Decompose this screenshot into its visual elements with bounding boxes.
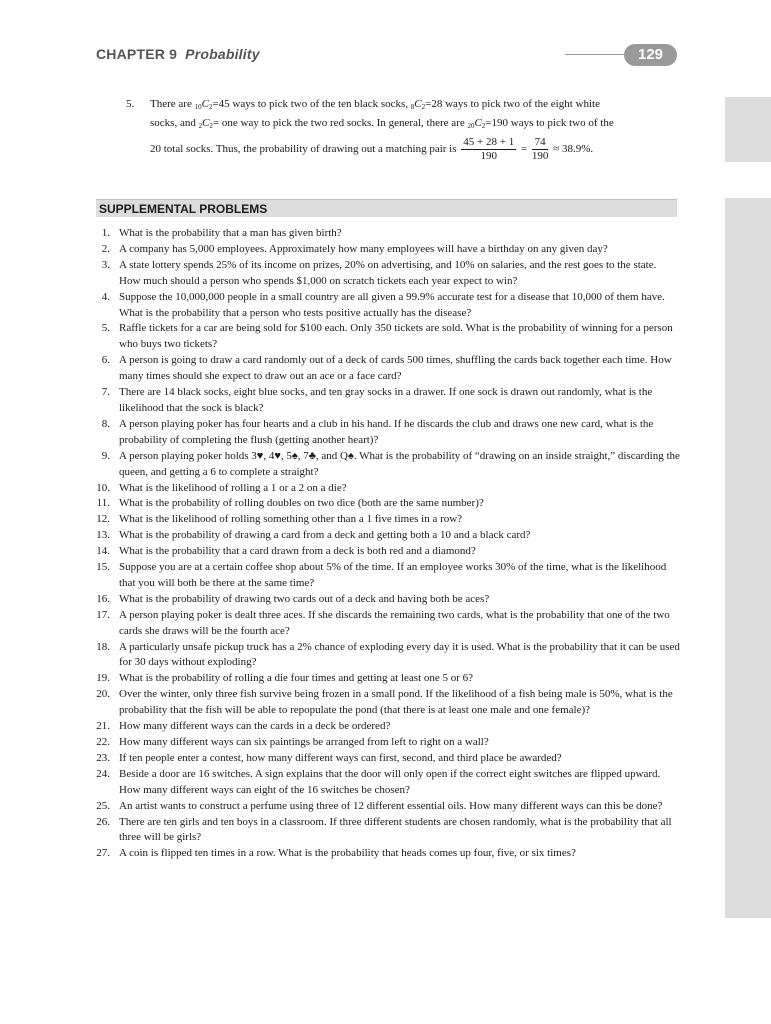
combination-choose: 2 bbox=[421, 103, 426, 111]
problem-text: If ten people enter a contest, how many different ways can first, second, and third place be awarded? bbox=[119, 751, 562, 764]
problem-text: There are ten girls and ten boys in a classroom. If three different students are chosen randomly, what is the probability that all three will be girls? bbox=[119, 815, 672, 844]
problem-number: 7. bbox=[101, 386, 110, 399]
side-tab-upper bbox=[725, 97, 771, 162]
problem-item bbox=[88, 512, 680, 528]
problem-number: 4. bbox=[101, 290, 110, 303]
problem-number: 20. bbox=[96, 688, 110, 701]
problem-text: What is the likelihood of rolling something other than a 1 five times in a row? bbox=[119, 513, 463, 526]
problem-item bbox=[88, 226, 680, 242]
combination-index: 10 bbox=[194, 103, 202, 111]
approx-value: ≈ 38.9% bbox=[553, 143, 591, 156]
combination-index: 8 bbox=[410, 103, 415, 111]
fraction-result bbox=[532, 136, 549, 163]
problem-number: 11. bbox=[96, 497, 110, 510]
combination-index: 20 bbox=[467, 122, 475, 130]
page-number-badge: 129 bbox=[624, 44, 677, 66]
problem-text: A coin is flipped ten times in a row. What is the probability that heads comes up four, five, or six times? bbox=[119, 847, 576, 860]
answer-body bbox=[150, 96, 680, 163]
problem-text: A company has 5,000 employees. Approximately how many employees will have a birthday on any given day? bbox=[119, 242, 608, 255]
problem-number: 16. bbox=[96, 592, 110, 605]
problem-text: Over the winter, only three fish survive being frozen in a small pond. If the likelihood of a fish being male is 50%, what is the probability that the fish will be able to repopulate the pond (that there is at least one male and one female)? bbox=[119, 688, 673, 717]
problem-number: 9. bbox=[101, 449, 110, 462]
answer-text: =28 ways to pick two of the eight white bbox=[425, 98, 600, 110]
answer-text: There are bbox=[150, 98, 195, 110]
problem-text: There are 14 black socks, eight blue socks, and ten gray socks in a drawer. If one sock is drawn out randomly, what is the likelihood that the sock is black? bbox=[119, 386, 653, 414]
answer-5 bbox=[128, 96, 680, 163]
problem-text: What is the probability of rolling doubles on two dice (both are the same number)? bbox=[119, 497, 484, 510]
problem-item bbox=[88, 608, 680, 640]
problem-number: 19. bbox=[96, 672, 110, 685]
problem-number: 3. bbox=[101, 258, 110, 271]
problem-text: What is the probability that a card drawn from a deck is both red and a diamond? bbox=[119, 545, 476, 558]
problem-number: 2. bbox=[101, 242, 110, 255]
answer-line-2: socks, and $_2C_2=$ one way to pick the two red socks. In general, there are $_{20}C_2=190$ ways to pick two of the bbox=[150, 117, 614, 130]
problem-item bbox=[88, 290, 680, 322]
problem-number: 10. bbox=[96, 481, 110, 494]
equals-sign: = bbox=[520, 143, 528, 156]
problem-item bbox=[88, 417, 680, 449]
answer-text: = one way to pick the two red socks. In general, there are bbox=[212, 117, 468, 129]
problem-item bbox=[88, 846, 680, 862]
problem-number: 22. bbox=[96, 736, 110, 748]
problem-text: Beside a door are 16 switches. A sign explains that the door will only open if the correct eight switches are flipped upward. How many different ways can eight of the 16 switches be chosen? bbox=[119, 767, 661, 796]
problem-number: 26. bbox=[96, 815, 110, 828]
fraction-numerator: 74 bbox=[532, 136, 549, 150]
running-header bbox=[96, 46, 260, 62]
problem-item bbox=[88, 719, 680, 735]
combination-choose: 2 bbox=[481, 122, 486, 130]
problem-item bbox=[88, 544, 680, 560]
problem-text: Suppose you are at a certain coffee shop about 5% of the time. If an employee works 30% of the time, what is the likelihood that you will both be there at the same time? bbox=[119, 561, 667, 589]
problem-number: 8. bbox=[101, 417, 110, 430]
problem-item bbox=[88, 528, 680, 544]
problem-text: What is the probability of rolling a die four times and getting at least one 5 or 6? bbox=[119, 672, 474, 685]
problem-text: A person playing poker holds 3♥, 4♥, 5♠, 7♣, and Q♠. What is the probability of “drawing on an inside straight,” discarding the queen, and getting a 6 to complete a straight? bbox=[119, 449, 680, 478]
problem-number: 27. bbox=[96, 847, 110, 860]
fraction-numerator: 45 + 28 + 1 bbox=[463, 136, 515, 148]
problem-item bbox=[88, 449, 680, 481]
problem-number: 23. bbox=[96, 751, 110, 764]
problem-number: 6. bbox=[101, 354, 110, 367]
problem-item bbox=[88, 751, 680, 767]
problem-text: A state lottery spends 25% of its income on prizes, 20% on advertising, and 10% on salaries, and the rest goes to the state. How much should a person who spends $1,000 on scratch tickets each year expect to win? bbox=[119, 258, 657, 287]
problem-number: 15. bbox=[96, 561, 110, 574]
fraction-sum bbox=[461, 136, 516, 163]
problem-number: 18. bbox=[96, 640, 110, 653]
problem-text: A person is going to draw a card randomly out of a deck of cards 500 times, shuffling the cards back together each time. How many times should she expect to draw out an ace or a face card? bbox=[119, 354, 672, 383]
combination-index: 2 bbox=[198, 122, 203, 130]
problem-item bbox=[88, 242, 680, 258]
chapter-label: CHAPTER 9 bbox=[96, 46, 178, 62]
answer-number: 5. bbox=[126, 98, 135, 110]
problem-number: 17. bbox=[96, 608, 110, 621]
problem-text: What is the probability that a man has given birth? bbox=[119, 227, 342, 239]
problem-item bbox=[88, 815, 680, 847]
answer-line-1: There are $_{10}C_2=45$ ways to pick two of the ten black socks, $_8C_2=28$ ways to pick two of the eight white bbox=[150, 98, 600, 111]
answer-text: 20 total socks. Thus, the probability of drawing out a matching pair is bbox=[150, 143, 457, 156]
answer-text: socks, and bbox=[150, 117, 199, 129]
answer-text: . bbox=[590, 143, 594, 156]
problem-item bbox=[88, 258, 680, 290]
fraction-denominator: 190 bbox=[480, 150, 497, 162]
problem-item bbox=[88, 640, 680, 672]
problem-item bbox=[88, 496, 680, 512]
problem-item bbox=[88, 353, 680, 385]
problem-text: A particularly unsafe pickup truck has a 2% chance of exploding every day it is used. What is the probability that it can be used for 30 days without exploding? bbox=[119, 640, 680, 669]
problem-item bbox=[88, 321, 680, 353]
problem-list bbox=[88, 226, 680, 862]
problem-text: How many different ways can six paintings be arranged from left to right on a wall? bbox=[119, 736, 489, 748]
problem-number: 21. bbox=[96, 720, 110, 733]
problem-text: Suppose the 10,000,000 people in a small country are all given a 99.9% accurate test for a disease that 10,000 of them have. What is the probability that a person who tests positive actually has the disease? bbox=[119, 290, 665, 319]
combination-choose: 2 bbox=[209, 122, 213, 130]
problem-item bbox=[88, 687, 680, 719]
problem-item bbox=[88, 735, 680, 751]
side-tab-lower bbox=[725, 198, 771, 918]
problem-text: What is the likelihood of rolling a 1 or a 2 on a die? bbox=[119, 481, 347, 494]
problem-text: What is the probability of drawing a card from a deck and getting both a 10 and a black card? bbox=[119, 529, 531, 542]
problem-item bbox=[88, 767, 680, 799]
problem-number: 5. bbox=[101, 322, 110, 335]
problem-text: How many different ways can the cards in a deck be ordered? bbox=[119, 720, 391, 733]
problem-item bbox=[88, 671, 680, 687]
problem-item bbox=[88, 799, 680, 815]
problem-number: 24. bbox=[96, 767, 110, 780]
section-heading: SUPPLEMENTAL PROBLEMS bbox=[96, 199, 677, 217]
answer-text: =190 ways to pick two of the bbox=[485, 117, 614, 129]
problem-text: A person playing poker has four hearts and a club in his hand. If he discards the club and draws one new card, what is the probability of completing the flush (getting another heart)? bbox=[119, 417, 654, 446]
problem-number: 14. bbox=[96, 545, 110, 558]
combination-choose: 2 bbox=[208, 103, 213, 111]
problem-item bbox=[88, 481, 680, 497]
chapter-title: Probability bbox=[185, 46, 260, 62]
problem-item bbox=[88, 592, 680, 608]
problem-text: An artist wants to construct a perfume using three of 12 different essential oils. How many different ways can this be done? bbox=[119, 799, 663, 812]
problem-number: 1. bbox=[101, 227, 110, 239]
answer-text: =45 ways to pick two of the ten black socks, bbox=[212, 98, 411, 110]
problem-text: Raffle tickets for a car are being sold for $100 each. Only 350 tickets are sold. What is the probability of winning for a person who buys two tickets? bbox=[119, 322, 673, 351]
answer-line-3 bbox=[150, 136, 680, 163]
problem-text: A person playing poker is dealt three aces. If she discards the remaining two cards, what is the probability that one of the two cards she draws will be the fourth ace? bbox=[119, 608, 670, 637]
problem-item bbox=[88, 385, 680, 417]
problem-number: 13. bbox=[96, 529, 110, 542]
fraction-denominator: 190 bbox=[531, 150, 549, 162]
problem-number: 12. bbox=[96, 513, 110, 526]
problem-item bbox=[88, 560, 680, 592]
problem-text: What is the probability of drawing two cards out of a deck and having both be aces? bbox=[119, 592, 490, 605]
problem-number: 25. bbox=[96, 799, 110, 812]
